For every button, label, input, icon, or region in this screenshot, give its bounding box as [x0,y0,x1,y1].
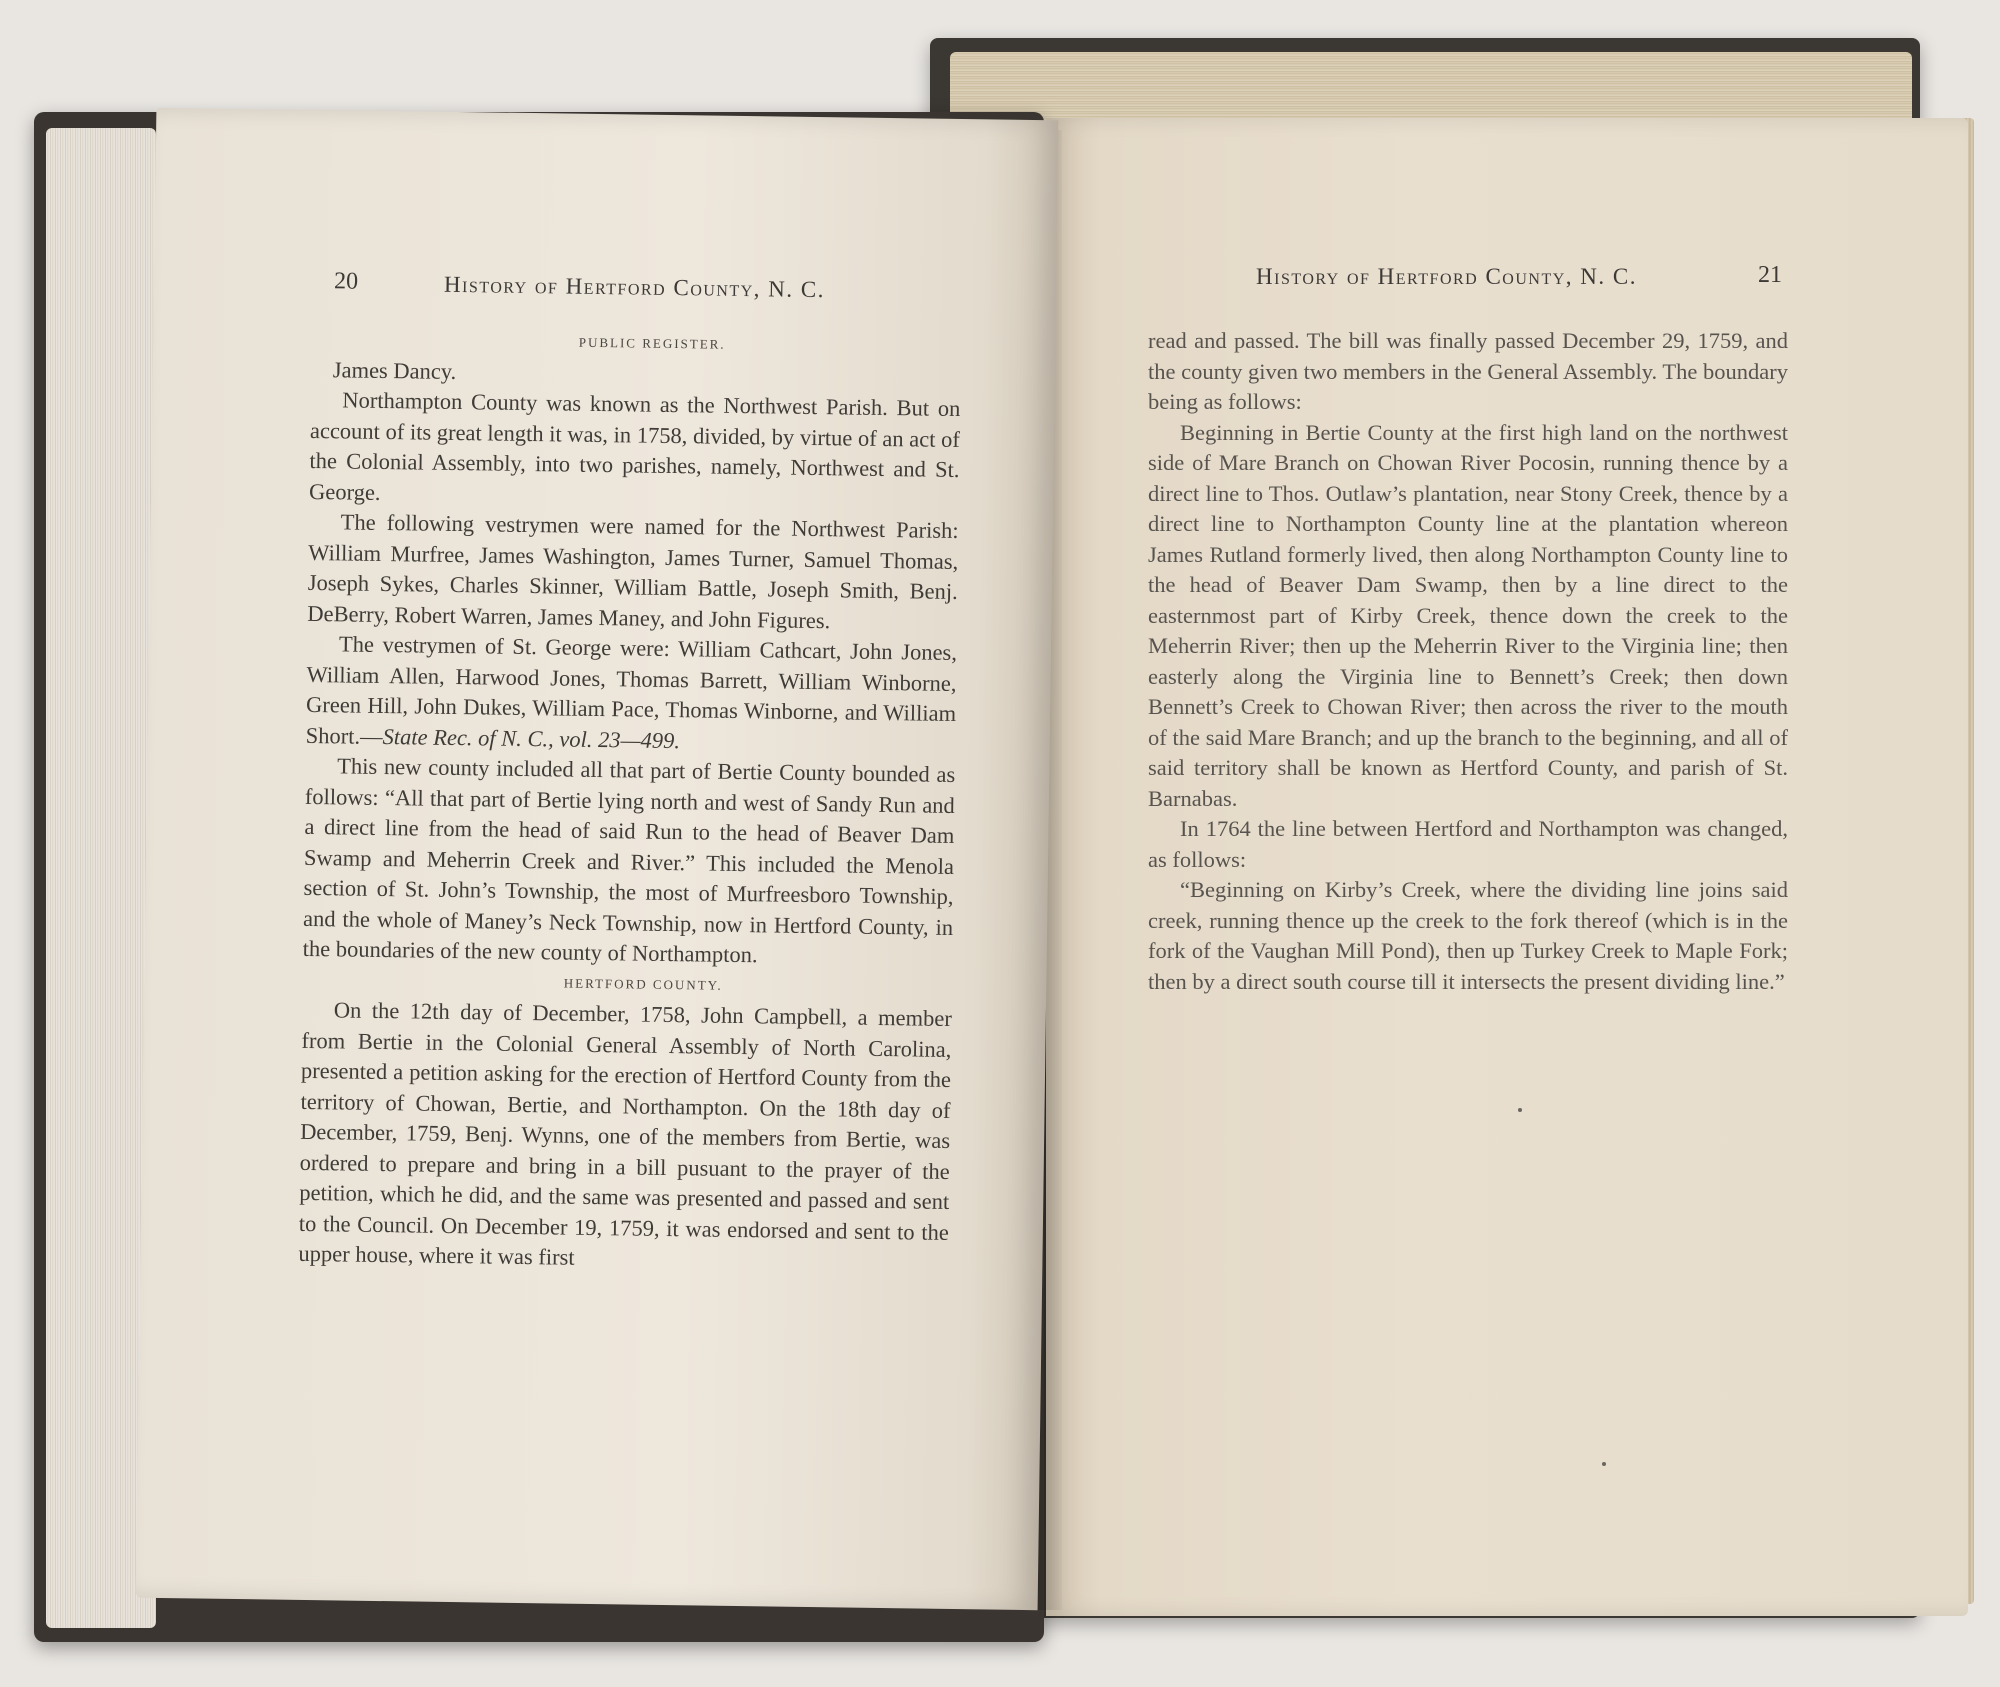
paragraph: Beginning in Bertie County at the first high land on the northwest side of Mare Branch on Chowan River Pocosin, running thence by a direct line to Thos. Outlaw’s plantation, near Stony Creek, thence by a direct line to Northampton County line at the plantation whereon James Rutland formerly lived, then along Northampton County line to the head of Beaver Dam Swamp, then by a line direct to the easternmost part of Kirby Creek, thence down the creek to the Meherrin River; then up the Meherrin River to the Virginia line; then easterly along the Virginia line to Bennett’s Creek; then down Bennett’s Creek to Chowan River; then across the river to the mouth of the said Mare Branch; and up the branch to the beginning, and all of said territory shall be known as Hertford County, and parish of St. Barnabas. [1148,419,1788,811]
left-running-head: History of Hertford County, N. C. [443,271,826,303]
paragraph: “Beginning on Kirby’s Creek, where the dividing line joins said creek, running thence up the creek to the fork thereof (which is in the fork of the Vaughan Mill Pond), then up Turkey Creek to Maple Fork; then by a direct south course till it intersects the present dividing line.” [1148,877,1788,994]
right-page [1046,118,1968,1616]
paragraph: Northampton County was known as the Northwest Parish. But on account of its great length it was, in 1758, divided, by virtue of an act of the Colonial Assembly, into two parishes, namely, Northwest and St. George. [308,387,961,505]
speck [1518,1108,1522,1112]
paragraph: In 1764 the line between Hertford and Northampton was changed, as follows: [1148,816,1788,872]
section-heading-2: HERTFORD COUNTY. [563,975,723,993]
paragraph [305,629,957,760]
right-body-text [1148,326,1788,997]
speck [1602,1462,1606,1466]
left-page [136,108,1059,1610]
paragraph: On the 12th day of December, 1758, John Campbell, a member from Bertie in the Colonial General Assembly of North Carolina, presented a petition asking for the erection of Hertford County from the territory of Chowan, Bertie, and Northampton. On the 18th day of December, 1759, Benj. Wynns, one of the members from Bertie, was ordered to prepare and bring in a bill pusuant to the prayer of the petition, which he did, and the same was presented and passed and sent to the Council. On December 19, 1759, it was endorsed and sent to the upper house, where it was first [298,997,952,1270]
page-edges-top [950,52,1912,128]
paragraph: James Dancy. [332,356,457,384]
paragraph: This new county included all that part of Bertie County bounded as follows: “All that part of Bertie lying north and west of Sandy Run and a direct line from the head of said Run to the head of Beaver Dam Swamp and Meherrin Creek and River.” This included the Menola section of St. John’s Township, the most of Murfreesboro Township, and the whole of Maney’s Neck Township, now in Hertford County, in the boundaries of the new county of Northampton. [302,753,956,968]
paragraph-text: The vestrymen of St. George were: William Cathcart, John Jones, William Allen, Harwood Jones, Thomas Barrett, William Winborne, Green Hill, John Dukes, William Pace, Thomas Winborne, and William Short.— [305,631,958,749]
left-page-number: 20 [333,268,359,295]
right-page-number: 21 [1758,262,1782,288]
paragraph: read and passed. The bill was finally passed December 29, 1759, and the county given two members in the General Assembly. The boundary being as follows: [1148,328,1788,414]
citation: State Rec. of N. C., vol. 23—499. [382,723,681,753]
right-running-head: History of Hertford County, N. C. [1256,264,1638,289]
left-body-text [298,324,961,1278]
section-heading: PUBLIC REGISTER. [578,334,726,352]
paragraph: The following vestrymen were named for the Northwest Parish: William Murfree, James Washington, James Turner, Samuel Thomas, Joseph Sykes, Charles Skinner, William Battle, Joseph Smith, Benj. DeBerry, Robert Warren, James Maney, and John Figures. [307,509,959,633]
